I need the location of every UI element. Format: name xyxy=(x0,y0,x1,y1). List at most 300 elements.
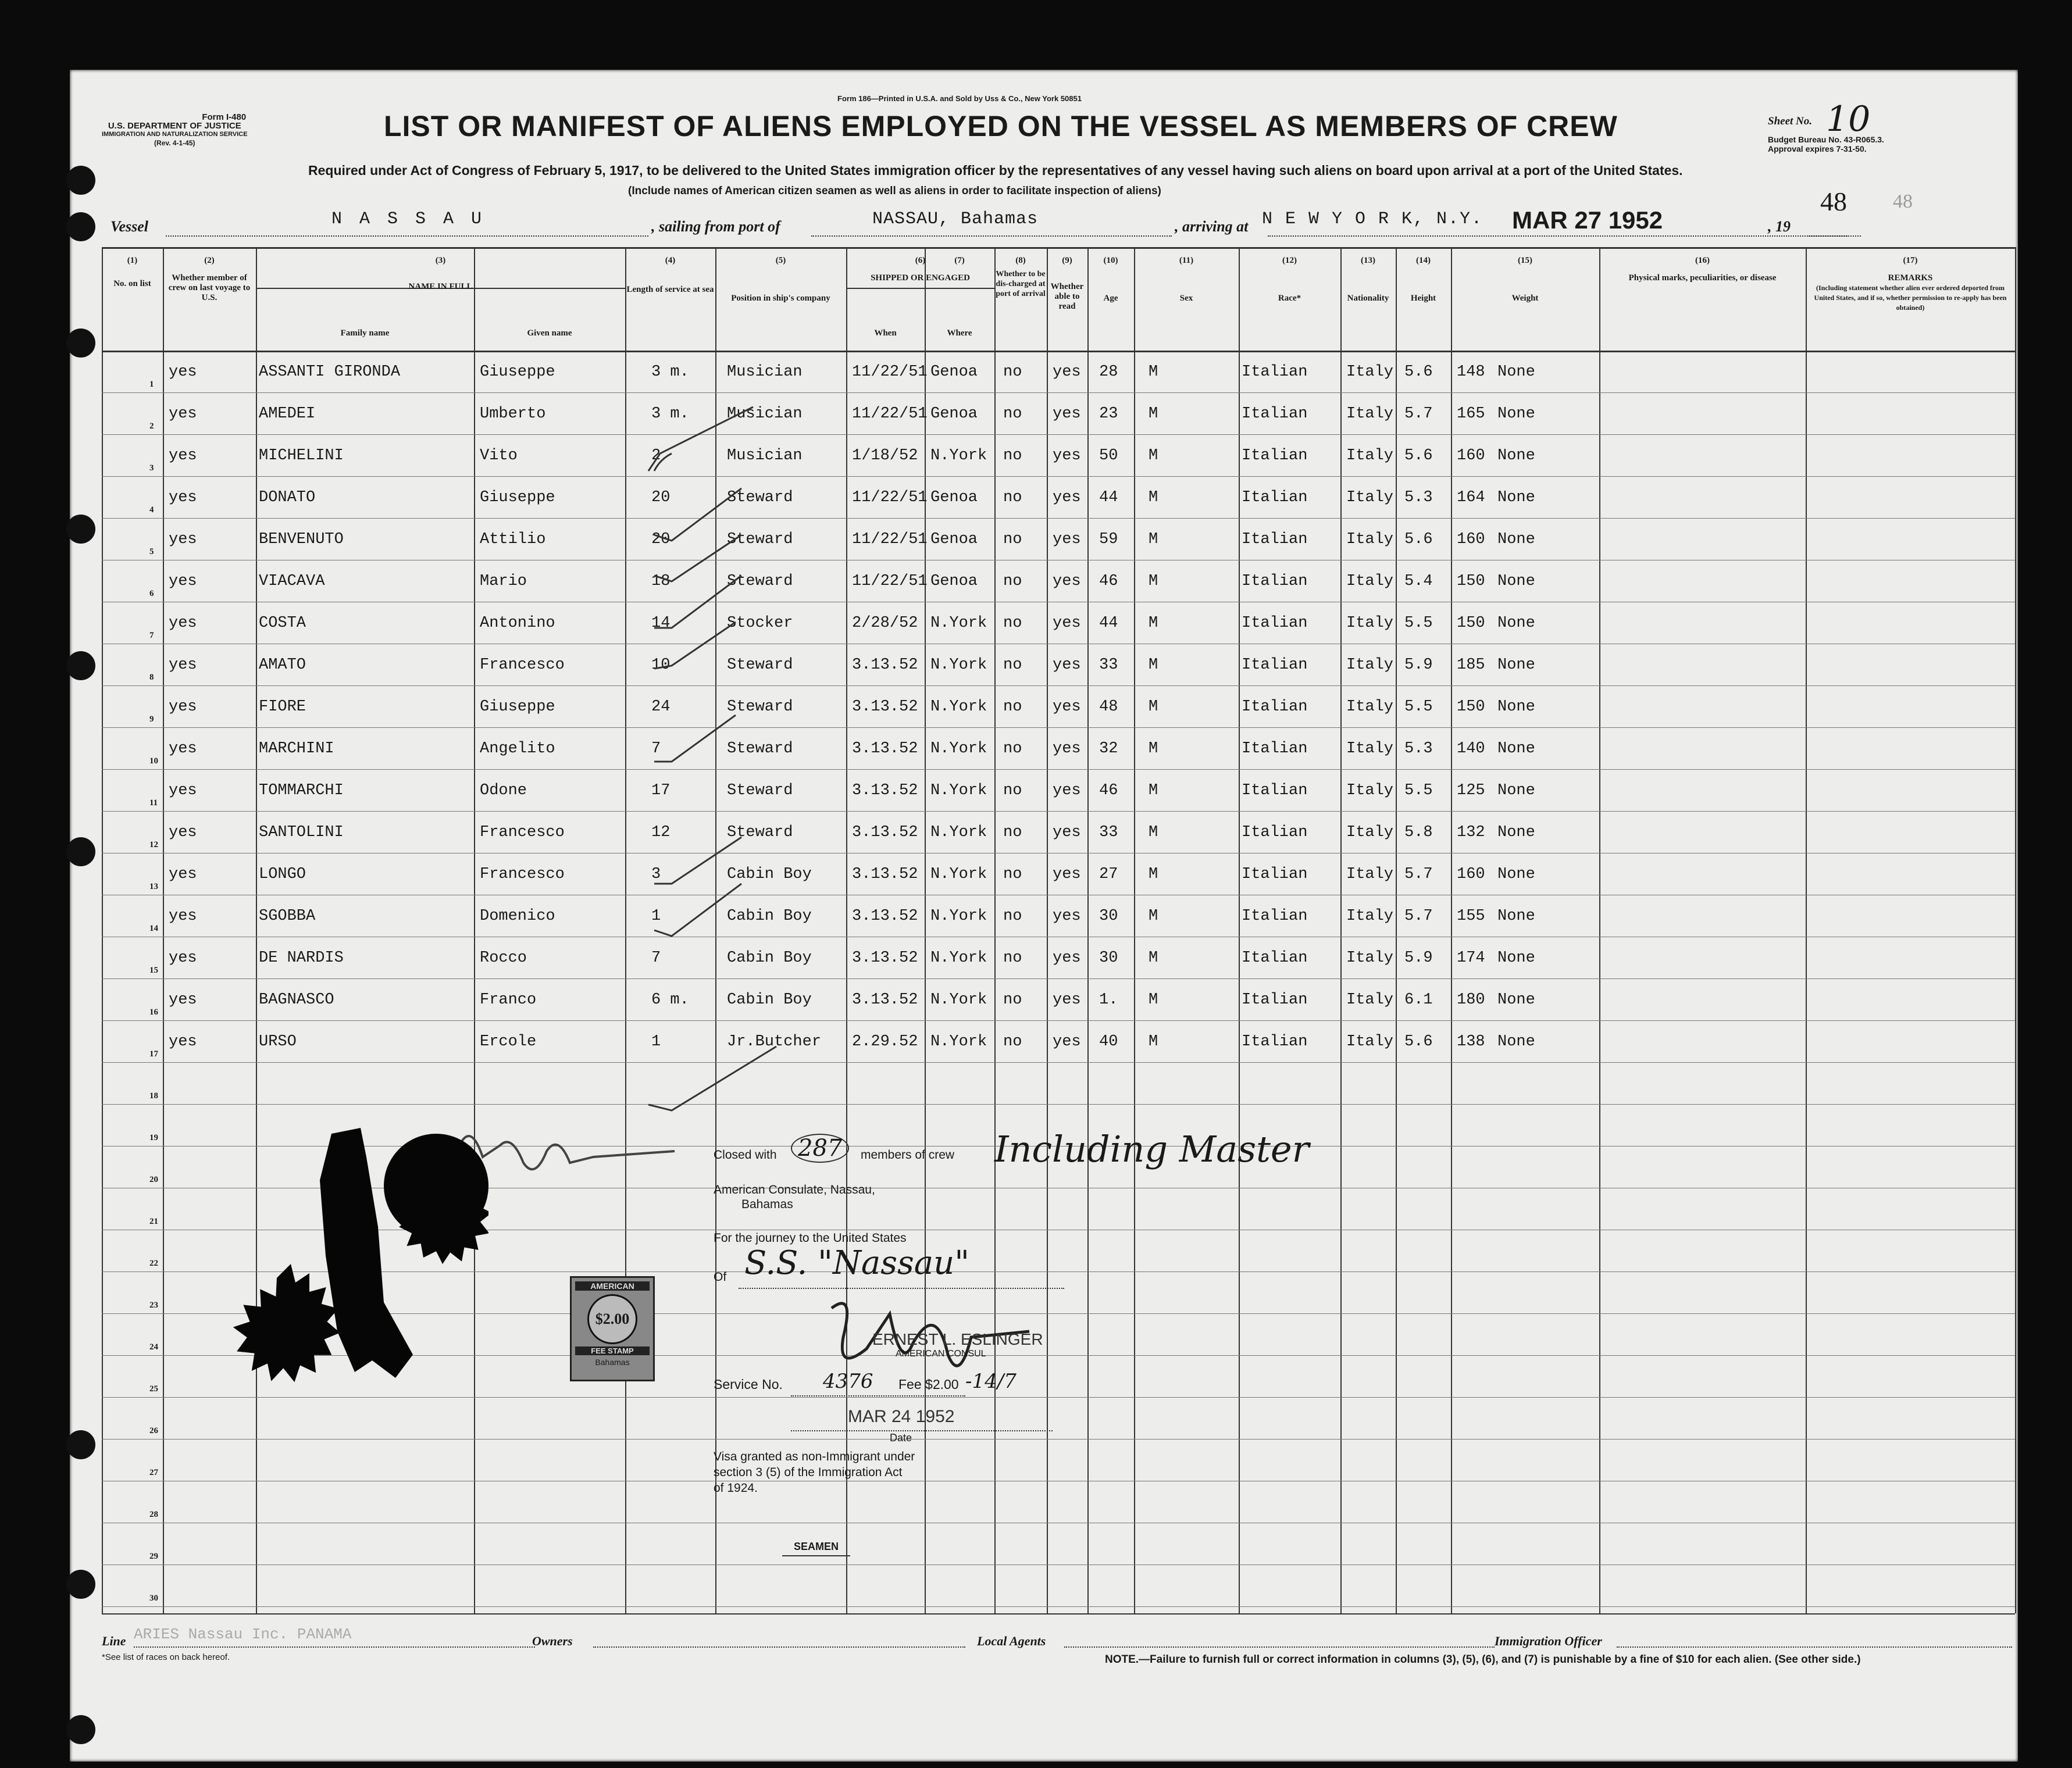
shipped-where-cell: Genoa xyxy=(930,531,978,548)
given-name-cell: Antonino xyxy=(480,615,555,632)
consul-name: ERNEST L. ESLINGER xyxy=(872,1330,1043,1348)
column-number: (3) xyxy=(435,256,446,265)
last-voyage-cell: yes xyxy=(169,1033,197,1051)
weight-cell: 148 xyxy=(1457,363,1485,381)
binder-hole xyxy=(66,515,95,544)
table-row xyxy=(102,392,2015,434)
height-cell: 5.8 xyxy=(1404,824,1433,841)
shipped-where-cell: N.York xyxy=(930,656,987,674)
position-cell: Steward xyxy=(727,531,793,548)
shipped-when-cell: 11/22/51 xyxy=(852,405,928,423)
nationality-cell: Italy xyxy=(1346,866,1394,883)
shipped-when-cell: 3.13.52 xyxy=(852,740,918,758)
year-label: , 19 xyxy=(1768,218,1791,235)
race-cell: Italian xyxy=(1242,782,1308,799)
row-number: 21 xyxy=(149,1217,158,1226)
physical-marks-cell: None xyxy=(1497,405,1535,423)
shipped-when-cell: 1/18/52 xyxy=(852,447,918,465)
fee-stamp-place: Bahamas xyxy=(595,1358,630,1367)
shipped-where-cell: N.York xyxy=(930,740,987,758)
consul-title: AMERICAN CONSUL xyxy=(896,1349,986,1359)
shipped-where-cell: N.York xyxy=(930,698,987,716)
height-cell: 5.7 xyxy=(1404,866,1433,883)
header-last-voyage: Whether member of crew on last voyage to U.S. xyxy=(168,273,251,302)
printer-line: Form 186—Printed in U.S.A. and Sold by Uss & Co., New York 50851 xyxy=(837,94,1082,103)
table-row xyxy=(102,727,2015,769)
position-cell: Steward xyxy=(727,740,793,758)
family-name-cell: AMATO xyxy=(259,656,306,674)
row-number: 26 xyxy=(149,1426,158,1435)
row-number: 25 xyxy=(149,1384,158,1394)
weight-cell: 155 xyxy=(1457,908,1485,925)
shipped-when-cell: 3.13.52 xyxy=(852,824,918,841)
header-name-in-full: NAME IN FULL xyxy=(408,282,473,291)
sex-cell: M xyxy=(1149,1033,1158,1051)
sex-cell: M xyxy=(1149,991,1158,1009)
column-number: (13) xyxy=(1361,256,1375,265)
family-name-cell: SANTOLINI xyxy=(259,824,344,841)
age-cell: 33 xyxy=(1099,656,1118,674)
visa-text xyxy=(714,1449,915,1496)
weight-cell: 174 xyxy=(1457,949,1485,967)
age-cell: 32 xyxy=(1099,740,1118,758)
given-name-cell: Mario xyxy=(480,573,527,590)
table-row xyxy=(102,644,2015,685)
length-of-service-cell: 1 xyxy=(651,908,661,925)
height-cell: 5.9 xyxy=(1404,656,1433,674)
able-to-read-cell: yes xyxy=(1053,908,1081,925)
table-row xyxy=(102,937,2015,978)
race-cell: Italian xyxy=(1242,698,1308,716)
header-able-to-read: Whether able to read xyxy=(1050,282,1084,311)
height-cell: 5.3 xyxy=(1404,489,1433,506)
age-cell: 1. xyxy=(1099,991,1118,1009)
date-stamp: MAR 24 1952 xyxy=(848,1407,955,1426)
given-name-cell: Giuseppe xyxy=(480,489,555,506)
family-name-cell: URSO xyxy=(259,1033,297,1051)
header-race: Race* xyxy=(1278,294,1301,303)
sex-cell: M xyxy=(1149,866,1158,883)
weight-cell: 150 xyxy=(1457,573,1485,590)
race-cell: Italian xyxy=(1242,908,1308,925)
able-to-read-cell: yes xyxy=(1053,740,1081,758)
budget-line: Budget Bureau No. 43-R065.3. xyxy=(1768,135,1884,144)
given-name-cell: Franco xyxy=(480,991,537,1009)
weight-cell: 164 xyxy=(1457,489,1485,506)
given-name-cell: Francesco xyxy=(480,656,565,674)
physical-marks-cell: None xyxy=(1497,824,1535,841)
last-voyage-cell: yes xyxy=(169,824,197,841)
family-name-cell: MARCHINI xyxy=(259,740,334,758)
length-of-service-cell: 3 xyxy=(651,866,661,883)
age-cell: 40 xyxy=(1099,1033,1118,1051)
sex-cell: M xyxy=(1149,363,1158,381)
height-cell: 5.7 xyxy=(1404,908,1433,925)
physical-marks-cell: None xyxy=(1497,363,1535,381)
physical-marks-cell: None xyxy=(1497,531,1535,548)
last-voyage-cell: yes xyxy=(169,531,197,548)
physical-marks-cell: None xyxy=(1497,782,1535,799)
header-nationality: Nationality xyxy=(1347,294,1389,303)
discharged-cell: no xyxy=(1003,908,1022,925)
nationality-cell: Italy xyxy=(1346,824,1394,841)
table-row xyxy=(102,895,2015,937)
able-to-read-cell: yes xyxy=(1053,1033,1081,1051)
physical-marks-cell: None xyxy=(1497,615,1535,632)
nationality-cell: Italy xyxy=(1346,991,1394,1009)
revision: (Rev. 4-1-45) xyxy=(154,139,195,147)
height-cell: 5.7 xyxy=(1404,405,1433,423)
age-cell: 44 xyxy=(1099,615,1118,632)
family-name-cell: TOMMARCHI xyxy=(259,782,344,799)
height-cell: 5.9 xyxy=(1404,949,1433,967)
length-of-service-cell: 2 xyxy=(651,447,661,465)
faint-stamped-number: 48 xyxy=(1893,191,1913,212)
table-row xyxy=(102,518,2015,560)
age-cell: 27 xyxy=(1099,866,1118,883)
position-cell: Stocker xyxy=(727,615,793,632)
discharged-cell: no xyxy=(1003,1033,1022,1051)
height-cell: 5.6 xyxy=(1404,531,1433,548)
weight-cell: 150 xyxy=(1457,698,1485,716)
weight-cell: 180 xyxy=(1457,991,1485,1009)
from-port: NASSAU, Bahamas xyxy=(872,209,1039,229)
length-of-service-cell: 6 m. xyxy=(651,991,689,1009)
table-row xyxy=(102,476,2015,518)
physical-marks-cell: None xyxy=(1497,949,1535,967)
header-sex: Sex xyxy=(1179,294,1193,303)
able-to-read-cell: yes xyxy=(1053,363,1081,381)
vessel-name: N A S S A U xyxy=(331,209,486,229)
races-note: *See list of races on back hereof. xyxy=(102,1652,230,1662)
column-number: (9) xyxy=(1062,256,1072,265)
nationality-cell: Italy xyxy=(1346,698,1394,716)
ship-name-handwritten: S.S. "Nassau" xyxy=(744,1244,969,1282)
sex-cell: M xyxy=(1149,405,1158,423)
shipped-when-cell: 2.29.52 xyxy=(852,1033,918,1051)
subnote: (Include names of American citizen seamen as well as aliens in order to facilitate inspection of aliens) xyxy=(628,185,1161,197)
sex-cell: M xyxy=(1149,824,1158,841)
able-to-read-cell: yes xyxy=(1053,824,1081,841)
race-cell: Italian xyxy=(1242,405,1308,423)
including-master-note: Including Master xyxy=(994,1128,1310,1170)
line-label: Line xyxy=(102,1634,126,1648)
race-cell: Italian xyxy=(1242,489,1308,506)
position-cell: Steward xyxy=(727,656,793,674)
shipped-when-cell: 3.13.52 xyxy=(852,698,918,716)
discharged-cell: no xyxy=(1003,740,1022,758)
discharged-cell: no xyxy=(1003,698,1022,716)
sex-cell: M xyxy=(1149,489,1158,506)
length-of-service-cell: 3 m. xyxy=(651,405,689,423)
form-id: Form I-480 xyxy=(202,112,247,122)
race-cell: Italian xyxy=(1242,991,1308,1009)
subtitle: Required under Act of Congress of February 5, 1917, to be delivered to the United States immigration officer by the representatives of any vessel having such aliens on board upon arrival at a port of the United States. xyxy=(308,163,1683,178)
binder-hole xyxy=(66,166,95,195)
position-cell: Cabin Boy xyxy=(727,949,812,967)
position-cell: Musician xyxy=(727,363,803,381)
shipped-when-cell: 2/28/52 xyxy=(852,615,918,632)
column-number: (11) xyxy=(1179,256,1194,265)
sex-cell: M xyxy=(1149,740,1158,758)
visa-text-line: Visa granted as non-Immigrant under xyxy=(714,1450,915,1463)
height-cell: 6.1 xyxy=(1404,991,1433,1009)
given-name-cell: Domenico xyxy=(480,908,555,925)
race-cell: Italian xyxy=(1242,824,1308,841)
age-cell: 50 xyxy=(1099,447,1118,465)
shipped-when-cell: 11/22/51 xyxy=(852,363,928,381)
document-title: LIST OR MANIFEST OF ALIENS EMPLOYED ON THE VESSEL AS MEMBERS OF CREW xyxy=(384,110,1618,142)
physical-marks-cell: None xyxy=(1497,698,1535,716)
given-name-cell: Vito xyxy=(480,447,518,465)
row-number: 1 xyxy=(149,380,154,389)
last-voyage-cell: yes xyxy=(169,615,197,632)
row-number: 9 xyxy=(149,715,154,724)
column-number: (8) xyxy=(1015,256,1026,265)
nationality-cell: Italy xyxy=(1346,782,1394,799)
discharged-cell: no xyxy=(1003,489,1022,506)
length-of-service-cell: 7 xyxy=(651,949,661,967)
nationality-cell: Italy xyxy=(1346,363,1394,381)
height-cell: 5.6 xyxy=(1404,447,1433,465)
discharged-cell: no xyxy=(1003,656,1022,674)
shipped-where-cell: N.York xyxy=(930,949,987,967)
row-number: 10 xyxy=(149,756,158,766)
column-number: (15) xyxy=(1518,256,1532,265)
height-cell: 5.5 xyxy=(1404,782,1433,799)
row-number: 6 xyxy=(149,589,154,598)
service-number: 4376 xyxy=(823,1370,873,1393)
fee-note: -14/7 xyxy=(965,1370,1017,1393)
length-of-service-cell: 20 xyxy=(651,489,671,506)
height-cell: 5.4 xyxy=(1404,573,1433,590)
row-number: 28 xyxy=(149,1510,158,1519)
race-cell: Italian xyxy=(1242,531,1308,548)
sex-cell: M xyxy=(1149,615,1158,632)
discharged-cell: no xyxy=(1003,949,1022,967)
row-number: 19 xyxy=(149,1133,158,1142)
last-voyage-cell: yes xyxy=(169,405,197,423)
last-voyage-cell: yes xyxy=(169,949,197,967)
nationality-cell: Italy xyxy=(1346,908,1394,925)
race-cell: Italian xyxy=(1242,949,1308,967)
age-cell: 46 xyxy=(1099,573,1118,590)
approval-line: Approval expires 7-31-50. xyxy=(1768,144,1867,153)
sex-cell: M xyxy=(1149,531,1158,548)
row-number: 3 xyxy=(149,463,154,473)
position-cell: Cabin Boy xyxy=(727,908,812,925)
row-number: 13 xyxy=(149,882,158,891)
header-no-on-list: No. on list xyxy=(113,279,151,288)
age-cell: 30 xyxy=(1099,908,1118,925)
position-cell: Cabin Boy xyxy=(727,991,812,1009)
table-row xyxy=(102,351,2015,392)
sex-cell: M xyxy=(1149,949,1158,967)
physical-marks-cell: None xyxy=(1497,991,1535,1009)
given-name-cell: Francesco xyxy=(480,824,565,841)
header-family-name: Family name xyxy=(340,328,390,338)
height-cell: 5.6 xyxy=(1404,1033,1433,1051)
shipped-when-cell: 11/22/51 xyxy=(852,573,928,590)
shipped-when-cell: 11/22/51 xyxy=(852,489,928,506)
given-name-cell: Francesco xyxy=(480,866,565,883)
owners-label: Owners xyxy=(532,1634,573,1648)
table-row xyxy=(102,1020,2015,1062)
row-number: 12 xyxy=(149,840,158,849)
shipped-when-cell: 3.13.52 xyxy=(852,908,918,925)
service-name: IMMIGRATION AND NATURALIZATION SERVICE xyxy=(102,131,248,138)
row-number: 29 xyxy=(149,1552,158,1561)
row-number: 2 xyxy=(149,422,154,431)
table-row xyxy=(102,769,2015,811)
physical-marks-cell: None xyxy=(1497,656,1535,674)
fee-stamp xyxy=(570,1276,655,1381)
given-name-cell: Angelito xyxy=(480,740,555,758)
weight-cell: 140 xyxy=(1457,740,1485,758)
length-of-service-cell: 17 xyxy=(651,782,671,799)
fee-stamp-value: $2.00 xyxy=(587,1294,637,1344)
weight-cell: 125 xyxy=(1457,782,1485,799)
shipped-where-cell: Genoa xyxy=(930,363,978,381)
sex-cell: M xyxy=(1149,698,1158,716)
able-to-read-cell: yes xyxy=(1053,405,1081,423)
weight-cell: 160 xyxy=(1457,531,1485,548)
of-label: Of xyxy=(714,1270,727,1284)
able-to-read-cell: yes xyxy=(1053,698,1081,716)
closed-with-label: Closed with xyxy=(714,1148,777,1162)
length-of-service-cell: 20 xyxy=(651,531,671,548)
consulate-name: American Consulate, Nassau, xyxy=(714,1183,875,1196)
local-agents-label: Local Agents xyxy=(977,1634,1046,1648)
header-shipped-where: Where xyxy=(947,328,972,338)
binder-hole xyxy=(66,1430,95,1459)
weight-cell: 160 xyxy=(1457,447,1485,465)
physical-marks-cell: None xyxy=(1497,866,1535,883)
able-to-read-cell: yes xyxy=(1053,782,1081,799)
table-row xyxy=(102,560,2015,602)
race-cell: Italian xyxy=(1242,615,1308,632)
column-number: (14) xyxy=(1416,256,1431,265)
shipped-where-cell: N.York xyxy=(930,991,987,1009)
discharged-cell: no xyxy=(1003,447,1022,465)
shipped-where-cell: N.York xyxy=(930,866,987,883)
arrival-port: N E W Y O R K, N.Y. xyxy=(1262,209,1483,229)
wax-seals xyxy=(221,1110,488,1413)
sex-cell: M xyxy=(1149,782,1158,799)
budget-bureau xyxy=(1768,135,1884,153)
height-cell: 5.5 xyxy=(1404,615,1433,632)
shipped-where-cell: Genoa xyxy=(930,489,978,506)
family-name-cell: MICHELINI xyxy=(259,447,344,465)
age-cell: 44 xyxy=(1099,489,1118,506)
last-voyage-cell: yes xyxy=(169,447,197,465)
header-remarks-note: (Including statement whether alien ever ordered deported from United States, and if so, whether permission to re-apply has been obtained) xyxy=(1814,284,2007,312)
race-cell: Italian xyxy=(1242,740,1308,758)
height-cell: 5.5 xyxy=(1404,698,1433,716)
race-cell: Italian xyxy=(1242,656,1308,674)
race-cell: Italian xyxy=(1242,363,1308,381)
row-number: 16 xyxy=(149,1008,158,1017)
date-label: Date xyxy=(890,1432,912,1444)
sheet-label: Sheet No. xyxy=(1768,115,1812,127)
given-name-cell: Giuseppe xyxy=(480,698,555,716)
last-voyage-cell: yes xyxy=(169,782,197,799)
family-name-cell: VIACAVA xyxy=(259,573,325,590)
last-voyage-cell: yes xyxy=(169,740,197,758)
header-length-of-service: Length of service at sea xyxy=(626,285,714,294)
given-name-cell: Giuseppe xyxy=(480,363,555,381)
height-cell: 5.3 xyxy=(1404,740,1433,758)
fee-stamp-bottom: FEE STAMP xyxy=(575,1346,650,1355)
visa-text-line: section 3 (5) of the Immigration Act xyxy=(714,1466,903,1479)
discharged-cell: no xyxy=(1003,531,1022,548)
length-of-service-cell: 1 xyxy=(651,1033,661,1051)
tally-check-marks xyxy=(637,384,811,1198)
arrival-date-stamp: MAR 27 1952 xyxy=(1512,206,1663,234)
sailing-label: , sailing from port of xyxy=(651,218,780,235)
shipped-when-cell: 3.13.52 xyxy=(852,866,918,883)
column-number: (12) xyxy=(1282,256,1297,265)
fee-amount: Fee $2.00 xyxy=(898,1377,959,1392)
position-cell: Musician xyxy=(727,447,803,465)
age-cell: 46 xyxy=(1099,782,1118,799)
row-number: 20 xyxy=(149,1175,158,1184)
able-to-read-cell: yes xyxy=(1053,991,1081,1009)
arriving-label: , arriving at xyxy=(1175,218,1249,235)
family-name-cell: FIORE xyxy=(259,698,306,716)
vessel-label: Vessel xyxy=(110,218,148,235)
row-number: 30 xyxy=(149,1594,158,1603)
shipped-when-cell: 11/22/51 xyxy=(852,531,928,548)
nationality-cell: Italy xyxy=(1346,615,1394,632)
family-name-cell: LONGO xyxy=(259,866,306,883)
column-number: (7) xyxy=(954,256,965,265)
able-to-read-cell: yes xyxy=(1053,656,1081,674)
department-name: U.S. DEPARTMENT OF JUSTICE xyxy=(108,121,241,131)
last-voyage-cell: yes xyxy=(169,991,197,1009)
last-voyage-cell: yes xyxy=(169,698,197,716)
sex-cell: M xyxy=(1149,656,1158,674)
nationality-cell: Italy xyxy=(1346,447,1394,465)
shipped-when-cell: 3.13.52 xyxy=(852,782,918,799)
column-number: (6) xyxy=(915,256,926,265)
age-cell: 33 xyxy=(1099,824,1118,841)
given-name-cell: Umberto xyxy=(480,405,546,423)
able-to-read-cell: yes xyxy=(1053,949,1081,967)
family-name-cell: DE NARDIS xyxy=(259,949,344,967)
sex-cell: M xyxy=(1149,573,1158,590)
discharged-cell: no xyxy=(1003,363,1022,381)
position-cell: Cabin Boy xyxy=(727,866,812,883)
position-cell: Steward xyxy=(727,573,793,590)
length-of-service-cell: 14 xyxy=(651,615,671,632)
crew-count: 287 xyxy=(791,1134,849,1163)
column-number: (5) xyxy=(775,256,786,265)
row-number: 22 xyxy=(149,1259,158,1268)
row-number: 14 xyxy=(149,924,158,933)
seamen-label: SEAMEN xyxy=(782,1541,850,1556)
header-discharged: Whether to be dis-charged at port of arrival xyxy=(996,270,1046,298)
header-given-name: Given name xyxy=(527,328,572,338)
sex-cell: M xyxy=(1149,447,1158,465)
physical-marks-cell: None xyxy=(1497,740,1535,758)
nationality-cell: Italy xyxy=(1346,573,1394,590)
header-weight: Weight xyxy=(1511,294,1539,303)
header-height: Height xyxy=(1410,294,1436,303)
length-of-service-cell: 3 m. xyxy=(651,363,689,381)
family-name-cell: AMEDEI xyxy=(259,405,316,423)
shipped-where-cell: N.York xyxy=(930,782,987,799)
